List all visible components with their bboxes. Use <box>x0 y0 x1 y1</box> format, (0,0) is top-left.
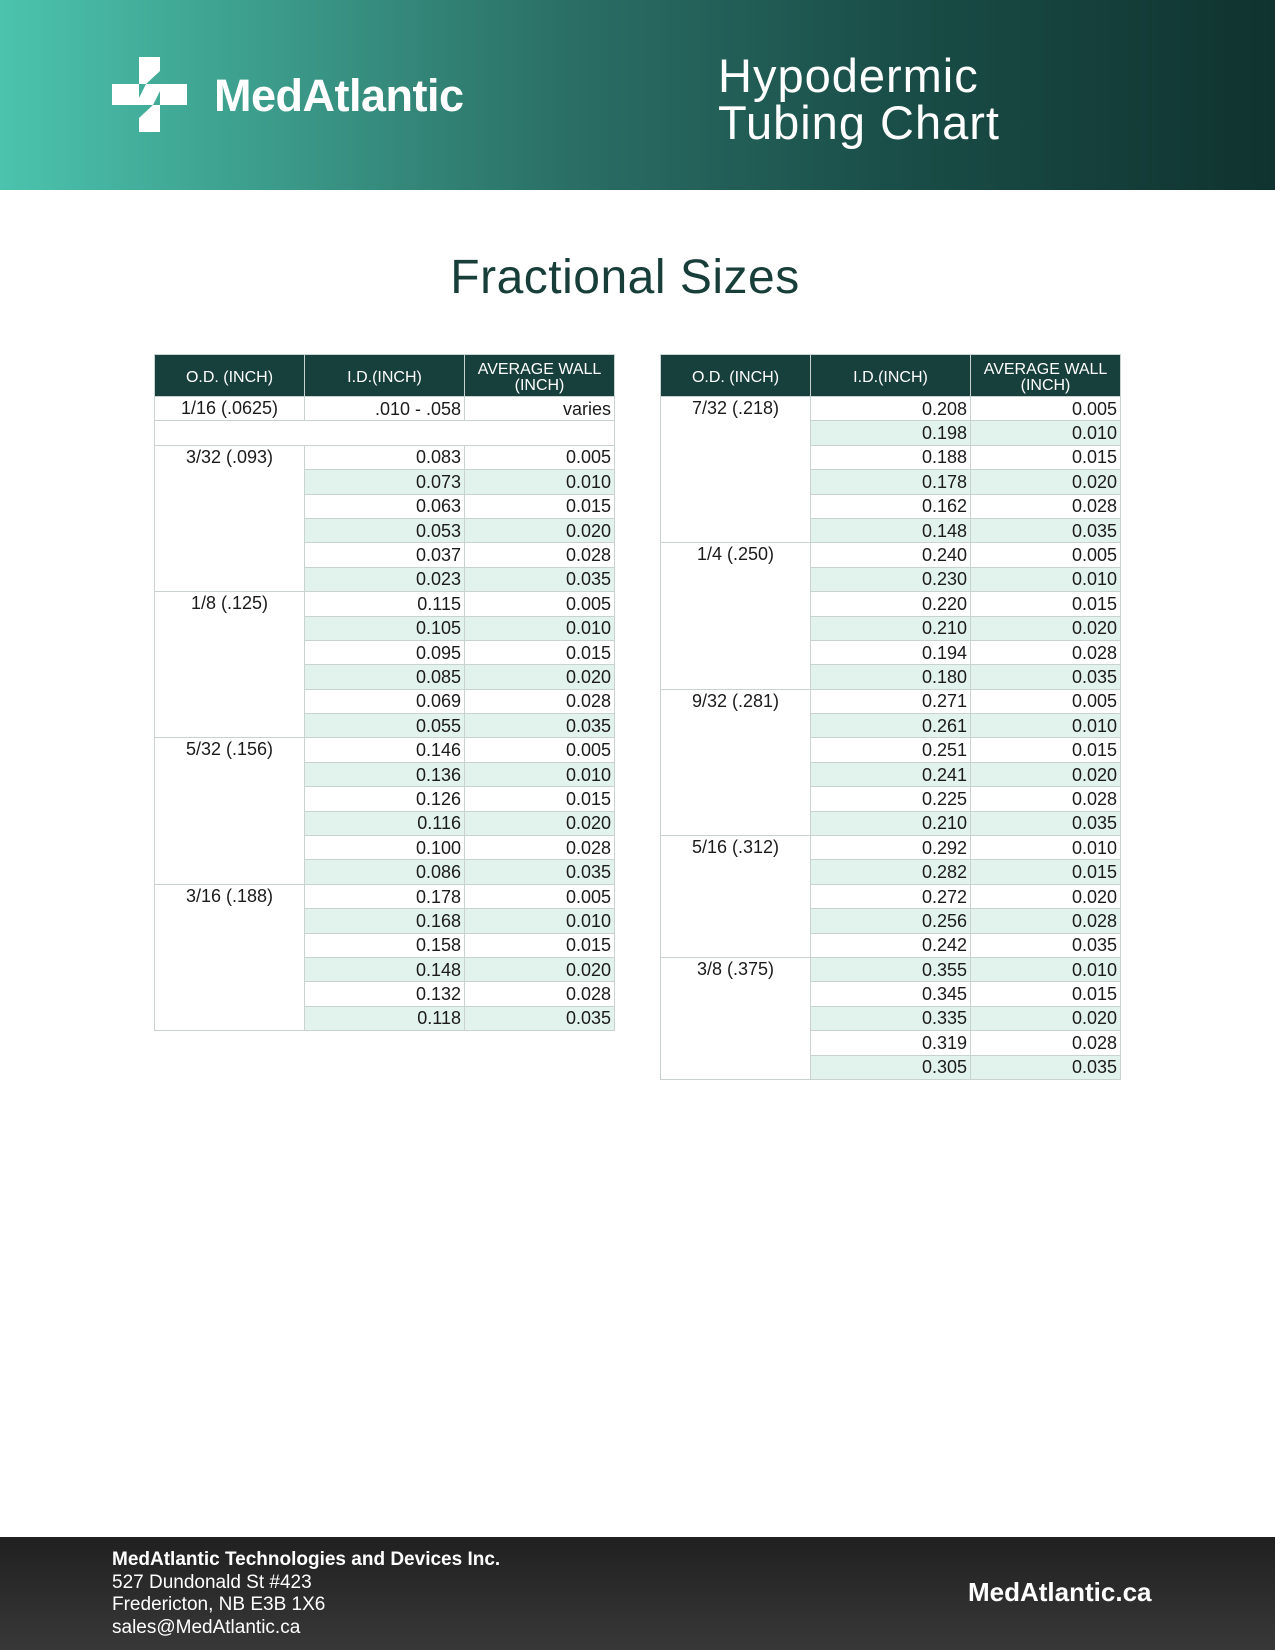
id-value-cell: 0.100 <box>305 836 465 860</box>
website-link[interactable]: MedAtlantic.ca <box>968 1577 1152 1607</box>
wall-value-cell: 0.010 <box>971 567 1121 591</box>
table-row <box>661 836 1121 860</box>
sizes-table-left <box>154 354 615 1031</box>
company-name: MedAtlantic Technologies and Devices Inc. <box>112 1549 501 1570</box>
wall-value-cell: 0.035 <box>465 714 615 738</box>
id-value-cell: 0.305 <box>811 1055 971 1079</box>
od-size-cell: 3/32 (.093) <box>155 445 305 591</box>
id-value-cell: 0.178 <box>305 884 465 908</box>
wall-value-cell: 0.028 <box>971 640 1121 664</box>
id-value-cell: 0.256 <box>811 909 971 933</box>
id-value-cell: 0.148 <box>305 957 465 981</box>
city-address: Fredericton, NB E3B 1X6 <box>112 1594 326 1615</box>
table-row <box>155 884 615 908</box>
wall-value-cell: 0.028 <box>971 909 1121 933</box>
table-row <box>661 543 1121 567</box>
wall-value-cell: 0.005 <box>465 738 615 762</box>
wall-value-cell: 0.035 <box>465 567 615 591</box>
table-row <box>155 592 615 616</box>
od-size-cell: 5/32 (.156) <box>155 738 305 884</box>
id-value-cell: 0.055 <box>305 714 465 738</box>
wall-value-cell: 0.035 <box>971 811 1121 835</box>
id-value-cell: 0.126 <box>305 787 465 811</box>
wall-value-cell: 0.010 <box>971 836 1121 860</box>
wall-value-cell: 0.035 <box>971 665 1121 689</box>
wall-value-cell: 0.010 <box>465 762 615 786</box>
id-value-cell: .010 - .058 <box>305 397 465 421</box>
id-value-cell: 0.095 <box>305 640 465 664</box>
wall-value-cell: 0.020 <box>971 1006 1121 1030</box>
table-body <box>155 397 615 1031</box>
wall-value-cell: 0.015 <box>465 787 615 811</box>
id-value-cell: 0.178 <box>811 470 971 494</box>
wall-value-cell: 0.015 <box>971 738 1121 762</box>
id-value-cell: 0.194 <box>811 640 971 664</box>
table-header-row <box>155 355 615 397</box>
wall-value-cell: 0.035 <box>465 1006 615 1030</box>
wall-value-cell: 0.015 <box>971 445 1121 469</box>
brand-name: MedAtlantic <box>214 70 464 121</box>
wall-value-cell: 0.035 <box>465 860 615 884</box>
table-row <box>155 397 615 421</box>
wall-value-cell: 0.020 <box>971 884 1121 908</box>
id-value-cell: 0.118 <box>305 1006 465 1030</box>
id-value-cell: 0.105 <box>305 616 465 640</box>
wall-value-cell: 0.035 <box>971 1055 1121 1079</box>
id-value-cell: 0.198 <box>811 421 971 445</box>
id-value-cell: 0.251 <box>811 738 971 762</box>
wall-value-cell: 0.020 <box>465 665 615 689</box>
email-link[interactable]: sales@MedAtlantic.ca <box>112 1616 301 1638</box>
spacer-cell <box>155 421 615 445</box>
spacer-row <box>155 421 615 445</box>
table-row <box>155 445 615 469</box>
id-value-cell: 0.335 <box>811 1006 971 1030</box>
wall-value-cell: 0.010 <box>465 909 615 933</box>
contact-address <box>112 1549 500 1639</box>
id-value-cell: 0.146 <box>305 738 465 762</box>
wall-value-cell: 0.020 <box>465 811 615 835</box>
table-body <box>661 397 1121 1080</box>
wall-value-cell: 0.020 <box>971 616 1121 640</box>
id-value-cell: 0.086 <box>305 860 465 884</box>
id-value-cell: 0.319 <box>811 1031 971 1055</box>
id-value-cell: 0.188 <box>811 445 971 469</box>
id-value-cell: 0.292 <box>811 836 971 860</box>
od-column-header: O.D. (INCH) <box>661 355 811 397</box>
wall-value-cell: 0.028 <box>971 1031 1121 1055</box>
wall-value-cell: 0.028 <box>465 543 615 567</box>
table-row <box>661 397 1121 421</box>
id-value-cell: 0.355 <box>811 957 971 981</box>
od-size-cell: 7/32 (.218) <box>661 397 811 543</box>
id-value-cell: 0.282 <box>811 860 971 884</box>
street-address: 527 Dundonald St #423 <box>112 1571 312 1593</box>
wall-value-cell: 0.020 <box>465 518 615 542</box>
wall-value-cell: varies <box>465 397 615 421</box>
id-value-cell: 0.345 <box>811 982 971 1006</box>
wall-value-cell: 0.028 <box>465 689 615 713</box>
wall-value-cell: 0.028 <box>971 787 1121 811</box>
od-size-cell: 3/8 (.375) <box>661 957 811 1079</box>
id-value-cell: 0.023 <box>305 567 465 591</box>
od-size-cell: 5/16 (.312) <box>661 836 811 958</box>
id-value-cell: 0.136 <box>305 762 465 786</box>
id-value-cell: 0.063 <box>305 494 465 518</box>
wall-value-cell: 0.015 <box>465 494 615 518</box>
id-value-cell: 0.158 <box>305 933 465 957</box>
od-size-cell: 1/4 (.250) <box>661 543 811 689</box>
od-column-header: O.D. (INCH) <box>155 355 305 397</box>
id-value-cell: 0.208 <box>811 397 971 421</box>
id-value-cell: 0.115 <box>305 592 465 616</box>
wall-column-header: AVERAGE WALL (INCH) <box>465 355 615 397</box>
id-value-cell: 0.240 <box>811 543 971 567</box>
page-header <box>0 0 1275 190</box>
id-value-cell: 0.230 <box>811 567 971 591</box>
medical-cross-icon <box>112 57 187 132</box>
wall-value-cell: 0.015 <box>971 592 1121 616</box>
sizes-table-right <box>660 354 1121 1080</box>
id-value-cell: 0.220 <box>811 592 971 616</box>
id-value-cell: 0.132 <box>305 982 465 1006</box>
table-row <box>661 957 1121 981</box>
id-value-cell: 0.073 <box>305 470 465 494</box>
wall-value-cell: 0.010 <box>971 421 1121 445</box>
wall-value-cell: 0.020 <box>465 957 615 981</box>
wall-value-cell: 0.005 <box>465 592 615 616</box>
title-line-2: Tubing Chart <box>718 96 1000 149</box>
wall-value-cell: 0.015 <box>971 860 1121 884</box>
table-row <box>155 738 615 762</box>
wall-value-cell: 0.015 <box>465 933 615 957</box>
wall-value-cell: 0.010 <box>971 957 1121 981</box>
wall-value-cell: 0.028 <box>465 836 615 860</box>
wall-value-cell: 0.010 <box>465 470 615 494</box>
wall-value-cell: 0.005 <box>971 397 1121 421</box>
wall-value-cell: 0.005 <box>971 543 1121 567</box>
od-size-cell: 3/16 (.188) <box>155 884 305 1030</box>
id-value-cell: 0.085 <box>305 665 465 689</box>
document-title <box>718 49 1000 149</box>
wall-value-cell: 0.015 <box>465 640 615 664</box>
id-value-cell: 0.037 <box>305 543 465 567</box>
od-size-cell: 1/8 (.125) <box>155 592 305 738</box>
wall-value-cell: 0.005 <box>465 445 615 469</box>
page-footer <box>0 1537 1275 1650</box>
id-value-cell: 0.069 <box>305 689 465 713</box>
wall-value-cell: 0.005 <box>971 689 1121 713</box>
id-value-cell: 0.271 <box>811 689 971 713</box>
id-column-header: I.D.(INCH) <box>305 355 465 397</box>
wall-value-cell: 0.035 <box>971 518 1121 542</box>
id-value-cell: 0.241 <box>811 762 971 786</box>
wall-value-cell: 0.015 <box>971 982 1121 1006</box>
id-value-cell: 0.272 <box>811 884 971 908</box>
id-value-cell: 0.210 <box>811 811 971 835</box>
id-value-cell: 0.162 <box>811 494 971 518</box>
od-size-cell: 1/16 (.0625) <box>155 397 305 421</box>
table-header-row <box>661 355 1121 397</box>
id-value-cell: 0.225 <box>811 787 971 811</box>
wall-value-cell: 0.005 <box>465 884 615 908</box>
od-size-cell: 9/32 (.281) <box>661 689 811 835</box>
id-value-cell: 0.116 <box>305 811 465 835</box>
id-value-cell: 0.180 <box>811 665 971 689</box>
wall-value-cell: 0.010 <box>971 714 1121 738</box>
wall-value-cell: 0.028 <box>971 494 1121 518</box>
id-value-cell: 0.261 <box>811 714 971 738</box>
wall-value-cell: 0.028 <box>465 982 615 1006</box>
id-value-cell: 0.148 <box>811 518 971 542</box>
id-value-cell: 0.083 <box>305 445 465 469</box>
section-title: Fractional Sizes <box>450 251 800 304</box>
wall-value-cell: 0.010 <box>465 616 615 640</box>
wall-value-cell: 0.020 <box>971 762 1121 786</box>
wall-column-header: AVERAGE WALL (INCH) <box>971 355 1121 397</box>
id-value-cell: 0.168 <box>305 909 465 933</box>
title-line-1: Hypodermic <box>718 49 979 102</box>
id-value-cell: 0.242 <box>811 933 971 957</box>
id-value-cell: 0.053 <box>305 518 465 542</box>
wall-value-cell: 0.020 <box>971 470 1121 494</box>
wall-value-cell: 0.035 <box>971 933 1121 957</box>
id-column-header: I.D.(INCH) <box>811 355 971 397</box>
table-row <box>661 689 1121 713</box>
id-value-cell: 0.210 <box>811 616 971 640</box>
